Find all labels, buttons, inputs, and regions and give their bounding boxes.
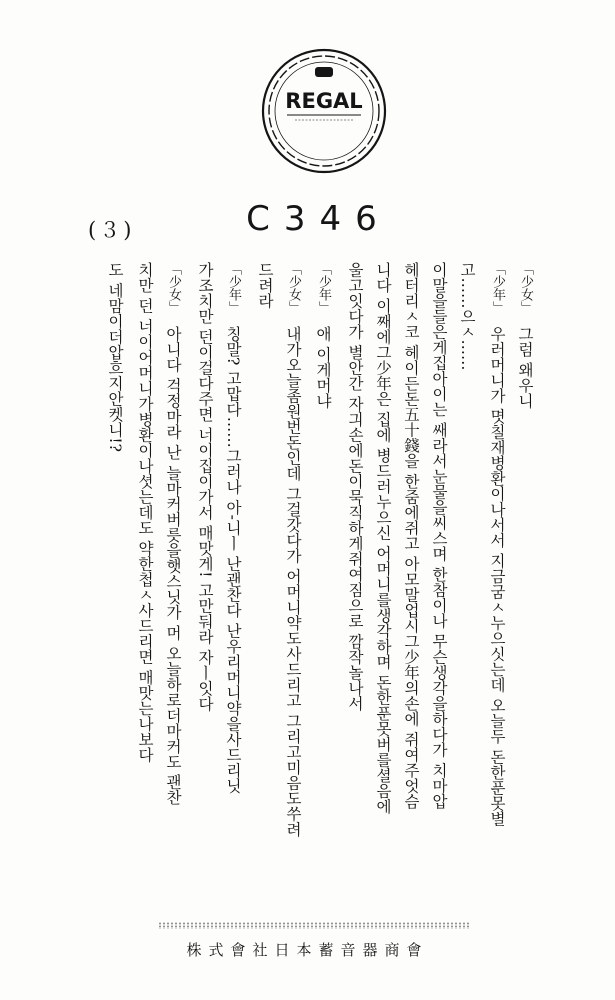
catalog-number: C346	[246, 199, 391, 239]
script-line	[128, 262, 162, 922]
script-line	[248, 262, 282, 922]
speaker-label: 「少女」	[166, 262, 181, 314]
speaker-label: 「少女」	[286, 262, 301, 314]
logo-text: REGAL	[285, 89, 363, 113]
dialogue-text: 치만 던 너이어머니가병환이나셧는데도 약한첩ㅅ사드리면 매맛는나보다	[136, 262, 154, 763]
script-line	[188, 262, 222, 922]
script-line	[98, 262, 132, 922]
dialogue-text: 칭말? 고맙다……그러나 아-니ㅣ 난괜찬다 난우리머니약을사드리닛	[224, 326, 242, 794]
speaker-label: 「少女」	[518, 262, 533, 314]
speaker-label: 「少年」	[316, 262, 331, 314]
script-line	[480, 262, 514, 922]
dotted-divider	[158, 922, 470, 929]
dialogue-text: 그럼 왜우니	[516, 326, 534, 409]
script-line	[306, 262, 340, 922]
dialogue-text: 고……으ㅅ……	[458, 262, 476, 371]
dialogue-text: 가조치만 던이걸다주면 너이집이가서 매맛게! 고만둬라 자ㅣ잇다	[196, 262, 214, 712]
dialogue-text: 헤터리ㅅ코 헤이든돈五十錢을 한줌에쥐고 아모말업시그少年의손에 쥐여주엇슴	[402, 262, 420, 809]
dialogue-text: 이말을들은게집아이는 쌔라서눈물을씨스며 한참이나 무슨생각을하다가 치마압	[430, 262, 448, 809]
script-line	[338, 262, 372, 922]
dialogue-text: 내가오늘좀원번돈인데 그걸갓다가 어머니약도사드리고 그리고미음도쑤려	[284, 326, 302, 837]
dialogue-text: 아니다 걱정마라 난 늘마커버릇을햇스닛가 머 오늘하로더마커도 괜찬	[164, 326, 182, 806]
regal-record-label-logo	[261, 48, 387, 174]
dialogue-text: 드려라	[256, 262, 274, 309]
dialogue-text: 니다 이째에그少年은 집에 병드러누으신 어머니를생각하며 돈한푼못버를셜음에	[374, 262, 392, 814]
speaker-label: 「少年」	[490, 262, 505, 314]
page-number: (３)	[88, 218, 135, 242]
speaker-label: 「少年」	[226, 262, 241, 314]
dialogue-text: 도 네맘이더압흐지안켓니!?	[106, 262, 124, 452]
dialogue-text: 애 이게머냐	[314, 326, 332, 409]
publisher-name: 株式會社日本蓄音器商會	[186, 941, 429, 959]
dialogue-text: 우러머니가 몃칠재병환이나서서 지금굼ㅅ누으싯는데 오늘두 돈한푼못별	[488, 326, 506, 827]
dialogue-text: 울고잇다가 별안간 자긔손에돈이묵직하게쥐여짐으로 깜작놀나서	[346, 262, 364, 711]
